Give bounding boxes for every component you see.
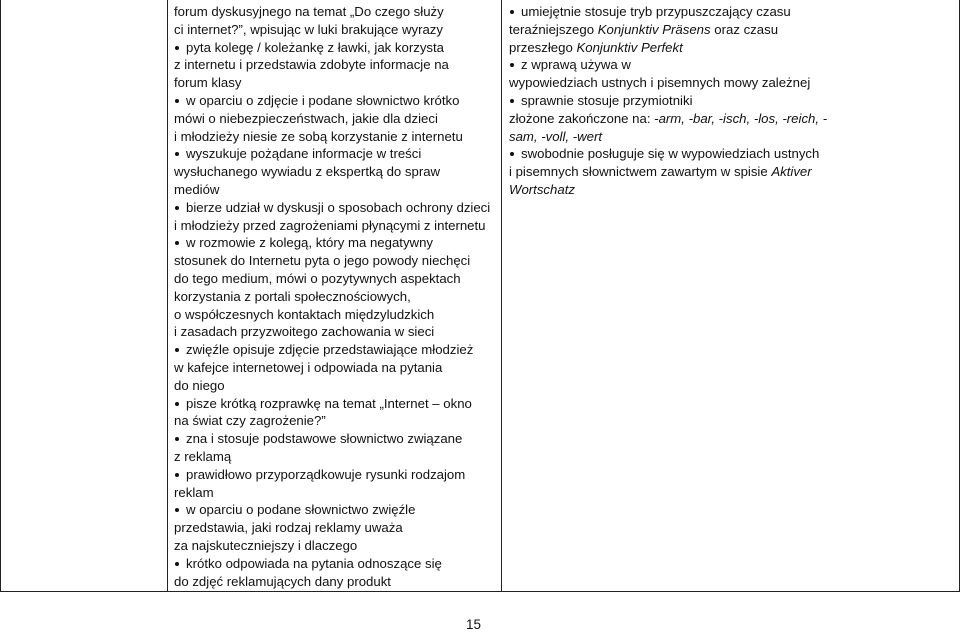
text-segment: swobodnie posługuje się w wypowiedziach ustnych xyxy=(521,146,820,162)
text-line: i młodzieży niesie ze sobą korzystanie z internetu xyxy=(174,128,463,144)
german-term: Konjunktiv Präsens xyxy=(597,21,711,37)
text-segment: złożone zakończone na: xyxy=(509,110,655,126)
text-line: w kafejce internetowej i odpowiada na pytania xyxy=(174,359,443,375)
bullet-item-line: w oparciu o podane słownictwo zwięźle xyxy=(174,501,488,519)
bullet-item-line xyxy=(509,3,829,21)
left-requirements-cell xyxy=(174,3,491,590)
page-number: 15 xyxy=(466,617,482,632)
bullet-item-line: w oparciu o zdjęcie i podane słownictwo krótko xyxy=(174,92,488,110)
text-line: reklam xyxy=(174,484,214,500)
table-border-bottom xyxy=(0,591,960,592)
text-line: na świat czy zagrożenie?” xyxy=(174,413,326,429)
text-line xyxy=(509,74,829,92)
text-line: do niego xyxy=(174,377,225,393)
bullet-item-line: prawidłowo przyporządkowuje rysunki rodzajom xyxy=(174,466,488,484)
text-line xyxy=(509,163,829,181)
right-requirements-cell xyxy=(509,3,829,199)
text-line: wysłuchanego wywiadu z ekspertką do spraw xyxy=(174,164,441,180)
bullet-item-line: bierze udział w dyskusji o sposobach ochrony dzieci xyxy=(174,199,488,217)
text-segment: sprawnie stosuje przymiotniki xyxy=(521,92,693,108)
text-line: mediów xyxy=(174,181,220,197)
bullet-item-line: krótko odpowiada na pytania odnoszące się xyxy=(174,555,488,573)
text-line: przedstawia, jaki rodzaj reklamy uważa xyxy=(174,520,403,536)
german-term: Wortschatz xyxy=(509,181,575,197)
text-line xyxy=(509,110,829,128)
text-line: stosunek do Internetu pyta o jego powody niechęci xyxy=(174,253,471,269)
text-line xyxy=(509,21,829,39)
text-segment: oraz czasu xyxy=(710,21,779,37)
bullet-item-line: pisze krótką rozprawkę na temat „Internet – okno xyxy=(174,395,488,413)
text-line: i zasadach przyzwoitego zachowania w sieci xyxy=(174,324,435,340)
german-term: Aktiver xyxy=(771,164,812,180)
text-line xyxy=(509,39,829,57)
bullet-item-line: zwięźle opisuje zdjęcie przedstawiające młodzież xyxy=(174,341,488,359)
text-segment: przeszłego xyxy=(509,39,577,55)
bullet-item-line xyxy=(509,92,829,110)
text-line: do zdjęć reklamujących dany produkt xyxy=(174,573,391,589)
text-segment: z wprawą używa w xyxy=(521,57,631,73)
text-segment: i pisemnych słownictwem zawartym w spisie xyxy=(509,164,772,180)
text-line xyxy=(509,128,829,146)
table-divider-2 xyxy=(501,0,502,592)
text-segment: teraźniejszego xyxy=(509,21,598,37)
bullet-item-line xyxy=(509,56,829,74)
german-term: sam, -voll, -wert xyxy=(509,128,603,144)
text-line: korzystania z portali społecznościowych, xyxy=(174,288,411,304)
text-line xyxy=(509,181,829,199)
text-segment: umiejętnie stosuje tryb przypuszczający czasu xyxy=(521,4,791,19)
text-line: forum klasy xyxy=(174,75,242,91)
text-segment: wypowiedziach ustnych i pisemnych mowy zależnej xyxy=(509,75,811,91)
text-line: forum dyskusyjnego na temat „Do czego służy xyxy=(174,4,444,19)
text-line: mówi o niebezpieczeństwach, jakie dla dzieci xyxy=(174,110,438,126)
text-line: ci internet?”, wpisując w luki brakujące wyrazy xyxy=(174,21,443,37)
text-line: i młodzieży przed zagrożeniami płynącymi z internetu xyxy=(174,217,486,233)
text-line: do tego medium, mówi o pozytywnych aspektach xyxy=(174,270,461,286)
table-border-left xyxy=(0,0,1,592)
bullet-item-line: pyta kolegę / koleżankę z ławki, jak korzysta xyxy=(174,39,488,57)
text-line: za najskuteczniejszy i dlaczego xyxy=(174,537,358,553)
bullet-item-line: zna i stosuje podstawowe słownictwo związane xyxy=(174,430,488,448)
table-divider-1 xyxy=(167,0,168,592)
bullet-item-line: wyszukuje pożądane informacje w treści xyxy=(174,145,488,163)
text-line: o współczesnych kontaktach międzyludzkich xyxy=(174,306,435,322)
german-term: Konjunktiv Perfekt xyxy=(576,39,683,55)
text-line: z internetu i przedstawia zdobyte informacje na xyxy=(174,57,449,73)
german-term: -arm, -bar, -isch, -los, -reich, - xyxy=(654,110,828,126)
bullet-item-line xyxy=(509,145,829,163)
bullet-item-line: w rozmowie z kolegą, który ma negatywny xyxy=(174,234,488,252)
text-line: z reklamą xyxy=(174,448,232,464)
